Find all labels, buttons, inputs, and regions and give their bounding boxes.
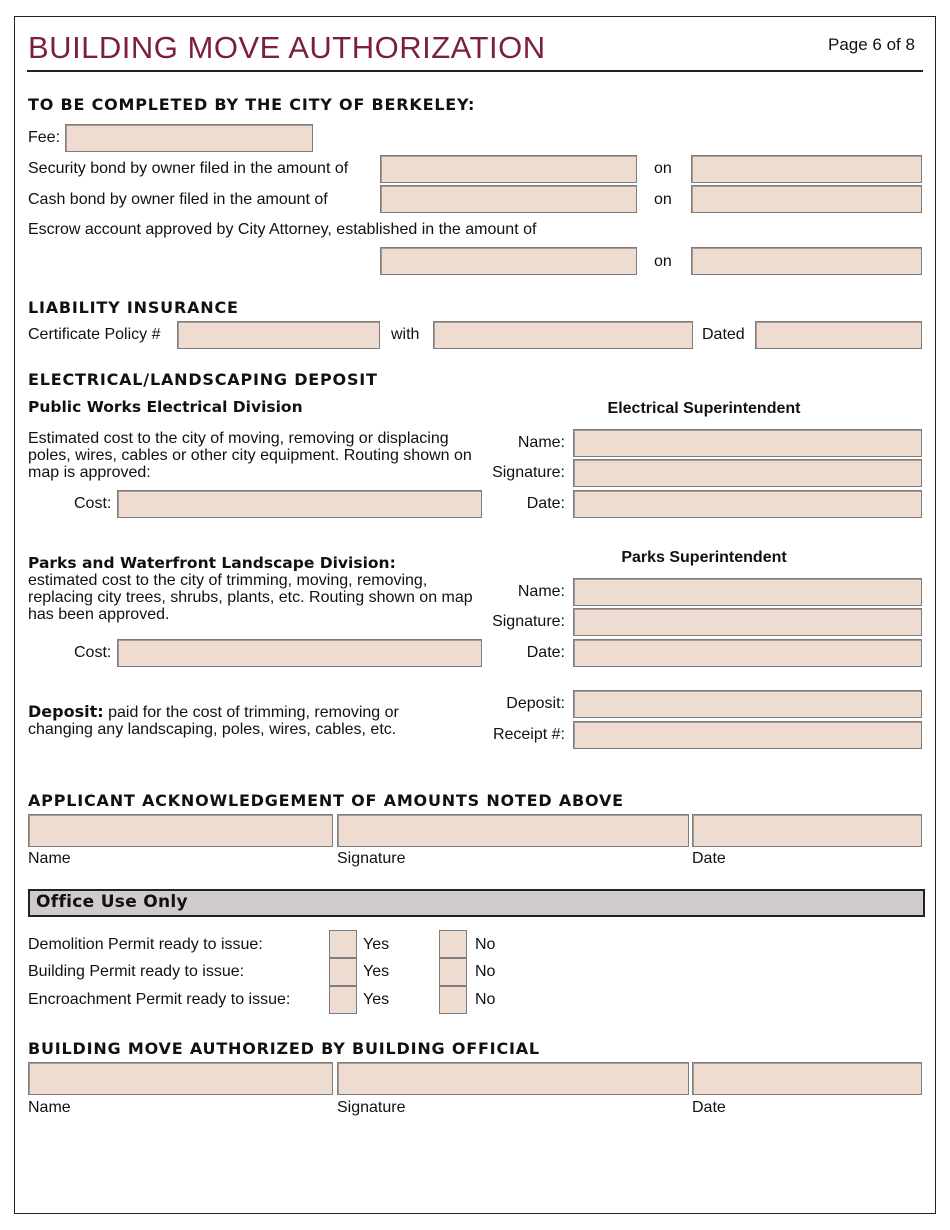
electrical-description: Estimated cost to the city of moving, removing or displacing poles, wires, cables or other city equipment. Routing shown on map is approved: bbox=[28, 430, 472, 481]
electrical-name-field[interactable] bbox=[573, 429, 922, 457]
liability-heading: LIABILITY INSURANCE bbox=[28, 298, 239, 317]
electrical-cost-field[interactable] bbox=[117, 490, 482, 518]
encroachment-yes-label: Yes bbox=[363, 991, 390, 1008]
city-section-heading: TO BE COMPLETED BY THE CITY OF BERKELEY: bbox=[28, 95, 476, 114]
demolition-no-label: No bbox=[475, 936, 496, 953]
building-yes-checkbox[interactable] bbox=[329, 958, 357, 986]
deposit-description-text: paid for the cost of trimming, removing or changing any landscaping, poles, wires, cables, etc. bbox=[28, 704, 399, 738]
security-bond-amount-field[interactable] bbox=[380, 155, 637, 183]
office-use-heading: Office Use Only bbox=[36, 892, 188, 912]
acknowledgement-date-field[interactable] bbox=[692, 814, 922, 847]
parks-subheading: Parks and Waterfront Landscape Division: bbox=[28, 554, 396, 572]
escrow-date-field[interactable] bbox=[691, 247, 922, 275]
electrical-name-label: Name: bbox=[517, 434, 565, 451]
receipt-label: Receipt #: bbox=[492, 726, 565, 743]
policy-number-field[interactable] bbox=[177, 321, 380, 349]
electrical-date-label: Date: bbox=[526, 495, 565, 512]
parks-signature-field[interactable] bbox=[573, 608, 922, 636]
security-bond-date-field[interactable] bbox=[691, 155, 922, 183]
electrical-subheading: Public Works Electrical Division bbox=[28, 398, 303, 416]
demolition-permit-label: Demolition Permit ready to issue: bbox=[28, 936, 263, 953]
electrical-cost-label: Cost: bbox=[74, 495, 112, 512]
parks-description: estimated cost to the city of trimming, moving, removing, replacing city trees, shrubs, plants, etc. Routing shown on map has been approved. bbox=[28, 572, 473, 623]
authorization-signature-field[interactable] bbox=[337, 1062, 689, 1095]
escrow-label: Escrow account approved by City Attorney, established in the amount of bbox=[28, 221, 537, 238]
electrical-signature-field[interactable] bbox=[573, 459, 922, 487]
authorization-name-label: Name bbox=[28, 1099, 71, 1116]
policy-insurer-field[interactable] bbox=[433, 321, 693, 349]
parks-signature-label: Signature: bbox=[492, 613, 565, 630]
title-divider bbox=[27, 70, 923, 72]
acknowledgement-signature-field[interactable] bbox=[337, 814, 689, 847]
demolition-yes-label: Yes bbox=[363, 936, 390, 953]
policy-with-label: with bbox=[391, 326, 420, 343]
deposit-description bbox=[28, 703, 468, 738]
policy-date-field[interactable] bbox=[755, 321, 922, 349]
cash-bond-label: Cash bond by owner filed in the amount of bbox=[28, 191, 328, 208]
parks-name-label: Name: bbox=[517, 583, 565, 600]
acknowledgement-name-field[interactable] bbox=[28, 814, 333, 847]
deposit-amount-field[interactable] bbox=[573, 690, 922, 718]
building-no-checkbox[interactable] bbox=[439, 958, 467, 986]
authorization-date-label: Date bbox=[692, 1099, 726, 1116]
security-bond-on-label: on bbox=[654, 160, 672, 177]
deposit-section-heading: ELECTRICAL/LANDSCAPING DEPOSIT bbox=[28, 370, 378, 389]
form-title: BUILDING MOVE AUTHORIZATION bbox=[28, 30, 546, 65]
building-no-label: No bbox=[475, 963, 496, 980]
parks-superintendent-heading: Parks Superintendent bbox=[621, 549, 787, 566]
electrical-signature-label: Signature: bbox=[492, 464, 565, 481]
page-number: Page 6 of 8 bbox=[828, 35, 915, 54]
electrical-superintendent-heading: Electrical Superintendent bbox=[607, 400, 801, 417]
parks-cost-label: Cost: bbox=[74, 644, 112, 661]
receipt-number-field[interactable] bbox=[573, 721, 922, 749]
security-bond-label: Security bond by owner filed in the amount of bbox=[28, 160, 349, 177]
parks-date-label: Date: bbox=[526, 644, 565, 661]
office-use-bar bbox=[28, 889, 925, 917]
authorization-signature-label: Signature bbox=[337, 1099, 406, 1116]
demolition-yes-checkbox[interactable] bbox=[329, 930, 357, 958]
parks-date-field[interactable] bbox=[573, 639, 922, 667]
cash-bond-on-label: on bbox=[654, 191, 672, 208]
building-permit-label: Building Permit ready to issue: bbox=[28, 963, 245, 980]
cash-bond-date-field[interactable] bbox=[691, 185, 922, 213]
acknowledgement-signature-label: Signature bbox=[337, 850, 406, 867]
fee-label: Fee: bbox=[28, 129, 61, 146]
deposit-bold-label: Deposit: bbox=[28, 702, 104, 721]
electrical-date-field[interactable] bbox=[573, 490, 922, 518]
demolition-no-checkbox[interactable] bbox=[439, 930, 467, 958]
policy-dated-label: Dated bbox=[702, 326, 745, 343]
fee-field[interactable] bbox=[65, 124, 313, 152]
encroachment-no-label: No bbox=[475, 991, 496, 1008]
authorization-date-field[interactable] bbox=[692, 1062, 922, 1095]
policy-label: Certificate Policy # bbox=[28, 326, 161, 343]
encroachment-yes-checkbox[interactable] bbox=[329, 986, 357, 1014]
encroachment-no-checkbox[interactable] bbox=[439, 986, 467, 1014]
building-yes-label: Yes bbox=[363, 963, 390, 980]
parks-cost-field[interactable] bbox=[117, 639, 482, 667]
acknowledgement-heading: APPLICANT ACKNOWLEDGEMENT OF AMOUNTS NOTED ABOVE bbox=[28, 791, 624, 810]
acknowledgement-name-label: Name bbox=[28, 850, 71, 867]
escrow-on-label: on bbox=[654, 253, 672, 270]
deposit-amount-label: Deposit: bbox=[506, 695, 565, 712]
encroachment-permit-label: Encroachment Permit ready to issue: bbox=[28, 991, 291, 1008]
parks-name-field[interactable] bbox=[573, 578, 922, 606]
authorization-name-field[interactable] bbox=[28, 1062, 333, 1095]
authorization-heading: BUILDING MOVE AUTHORIZED BY BUILDING OFFICIAL bbox=[28, 1039, 540, 1058]
acknowledgement-date-label: Date bbox=[692, 850, 726, 867]
cash-bond-amount-field[interactable] bbox=[380, 185, 637, 213]
escrow-amount-field[interactable] bbox=[380, 247, 637, 275]
